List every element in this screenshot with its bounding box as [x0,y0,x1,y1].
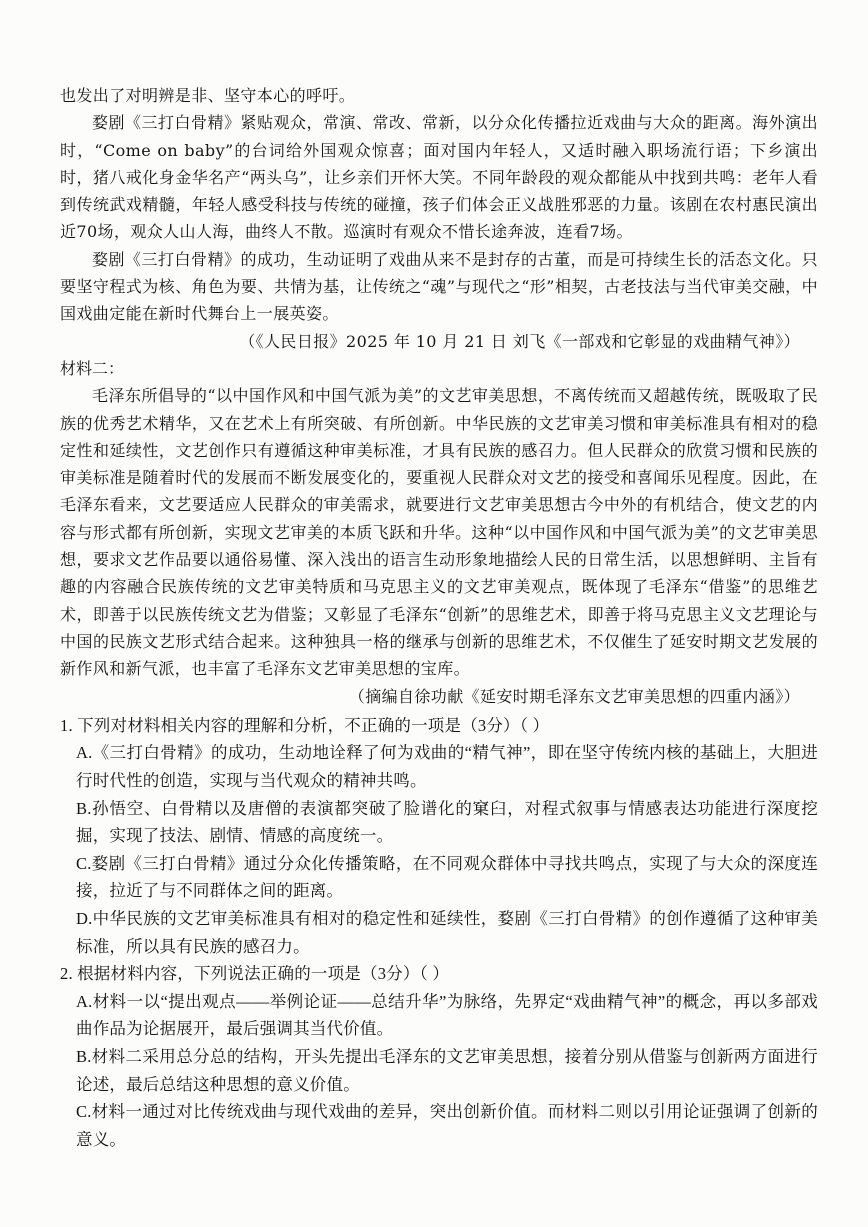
material-two-source: （摘编自徐功献《延安时期毛泽东文艺审美思想的四重内涵》） [348,686,800,706]
option-a: A.《三打白骨精》的成功，生动地诠释了何为戏曲的“精气神”，即在坚守传统内核的基础上，大胆进行时代性的创造，实现与当代观众的精神共鸣。 [76,743,818,791]
option-b: B.材料二采用总分总的结构，开头先提出毛泽东的文艺审美思想，接着分别从借鉴与创新两方面进行论述，最后总结这种思想的意义价值。 [76,1046,818,1094]
option-c: C.材料一通过对比传统戏曲与现代戏曲的差异，突出创新价值。而材料二则以引用论证强调了创新的意义。 [76,1102,818,1149]
material-one-source: （《人民日报》2025 年 10 月 21 日 刘飞《一部戏和它彰显的戏曲精气神》） [239,331,800,351]
paragraph: 婺剧《三打白骨精》的成功，生动证明了戏曲从来不是封存的古董，而是可持续生长的活态文化。只要坚守程式为核、角色为要、共情为基，让传统之“魂”与现代之“形”相契，古老技法与当代审美交融，中国戏曲定能在新时代舞台上一展英姿。 [60,249,818,324]
question-stem: 2. 根据材料内容，下列说法正确的一项是（3分）（ ） [60,964,450,984]
material-one [60,82,818,355]
paragraph: 婺剧《三打白骨精》紧贴观众，常演、常改、常新，以分众化传播拉近戏曲与大众的距离。海外演出时，“Come on baby”的台词给外国观众惊喜；面对国内年轻人，又适时融入职场流行语；下乡演出时，猪八戒化身金华名产“两头乌”，让乡亲们开怀大笑。不同年龄段的观众都能从中找到共鸣：老年人看到传统武戏精髓，年轻人感受科技与传统的碰撞，孩子们体会正义战胜邪恶的力量。该剧在农村惠民演出近70场，观众人山人海，曲终人不散。巡演时有观众不惜长途奔波，连看7场。 [60,113,818,242]
question-list [60,712,818,1154]
option-c: C.婺剧《三打白骨精》通过分众化传播策略，在不同观众群体中寻找共鸣点，实现了与大众的深度连接，拉近了与不同群体之间的距离。 [76,853,818,901]
material-two-label: 材料二： [60,358,125,378]
material-two [60,382,818,710]
option-a: A.材料一以“提出观点——举例论证——总结升华”为脉络，先界定“戏曲精气神”的概念，再以多部戏曲作品为论据展开，最后强调其当代价值。 [76,991,818,1039]
option-d: D.中华民族的文艺审美标准具有相对的稳定性和延续性，婺剧《三打白骨精》的创作遵循了这种审美标准，所以具有民族的感召力。 [76,908,818,956]
paragraph: 毛泽东所倡导的“以中国作风和中国气派为美”的文艺审美思想，不离传统而又超越传统，既吸取了民族的优秀艺术精华，又在艺术上有所突破、有所创新。中华民族的文艺审美习惯和审美标准具有相对的稳定性和延续性，文艺创作只有遵循这种审美标准，才具有民族的感召力。但人民群众的欣赏习惯和民族的审美标准是随着时代的发展而不断发展变化的，要重视人民群众对文艺的接受和喜闻乐见程度。因此，在毛泽东看来，文艺要适应人民群众的审美需求，就要进行文艺审美思想古今中外的有机结合，使文艺的内容与形式都有所创新，实现文艺审美的本质飞跃和升华。这种“以中国作风和中国气派为美”的文艺审美思想，要求文艺作品要以通俗易懂、深入浅出的语言生动形象地描绘人民的日常生活，以思想鲜明、主旨有趣的内容融合民族传统的文艺审美特质和马克思主义的文艺审美观点，既体现了毛泽东“借鉴”的思维艺术，即善于以民族传统文艺为借鉴；又彰显了毛泽东“创新”的思维艺术，即善于将马克思主义文艺理论与中国的民族文艺形式结合起来。这种独具一格的继承与创新的思维艺术，不仅催生了延安时期文艺发展的新作风和新气派，也丰富了毛泽东文艺审美思想的宝库。 [60,386,818,679]
option-b: B.孙悟空、白骨精以及唐僧的表演都突破了脸谱化的窠臼，对程式叙事与情感表达功能进行深度挖掘，实现了技法、剧情、情感的高度统一。 [76,798,818,846]
question-stem: 1. 下列对材料相关内容的理解和分析，不正确的一项是（3分）（ ） [60,715,550,735]
paragraph-continuation: 也发出了对明辨是非、坚守本心的呼吁。 [60,86,356,105]
